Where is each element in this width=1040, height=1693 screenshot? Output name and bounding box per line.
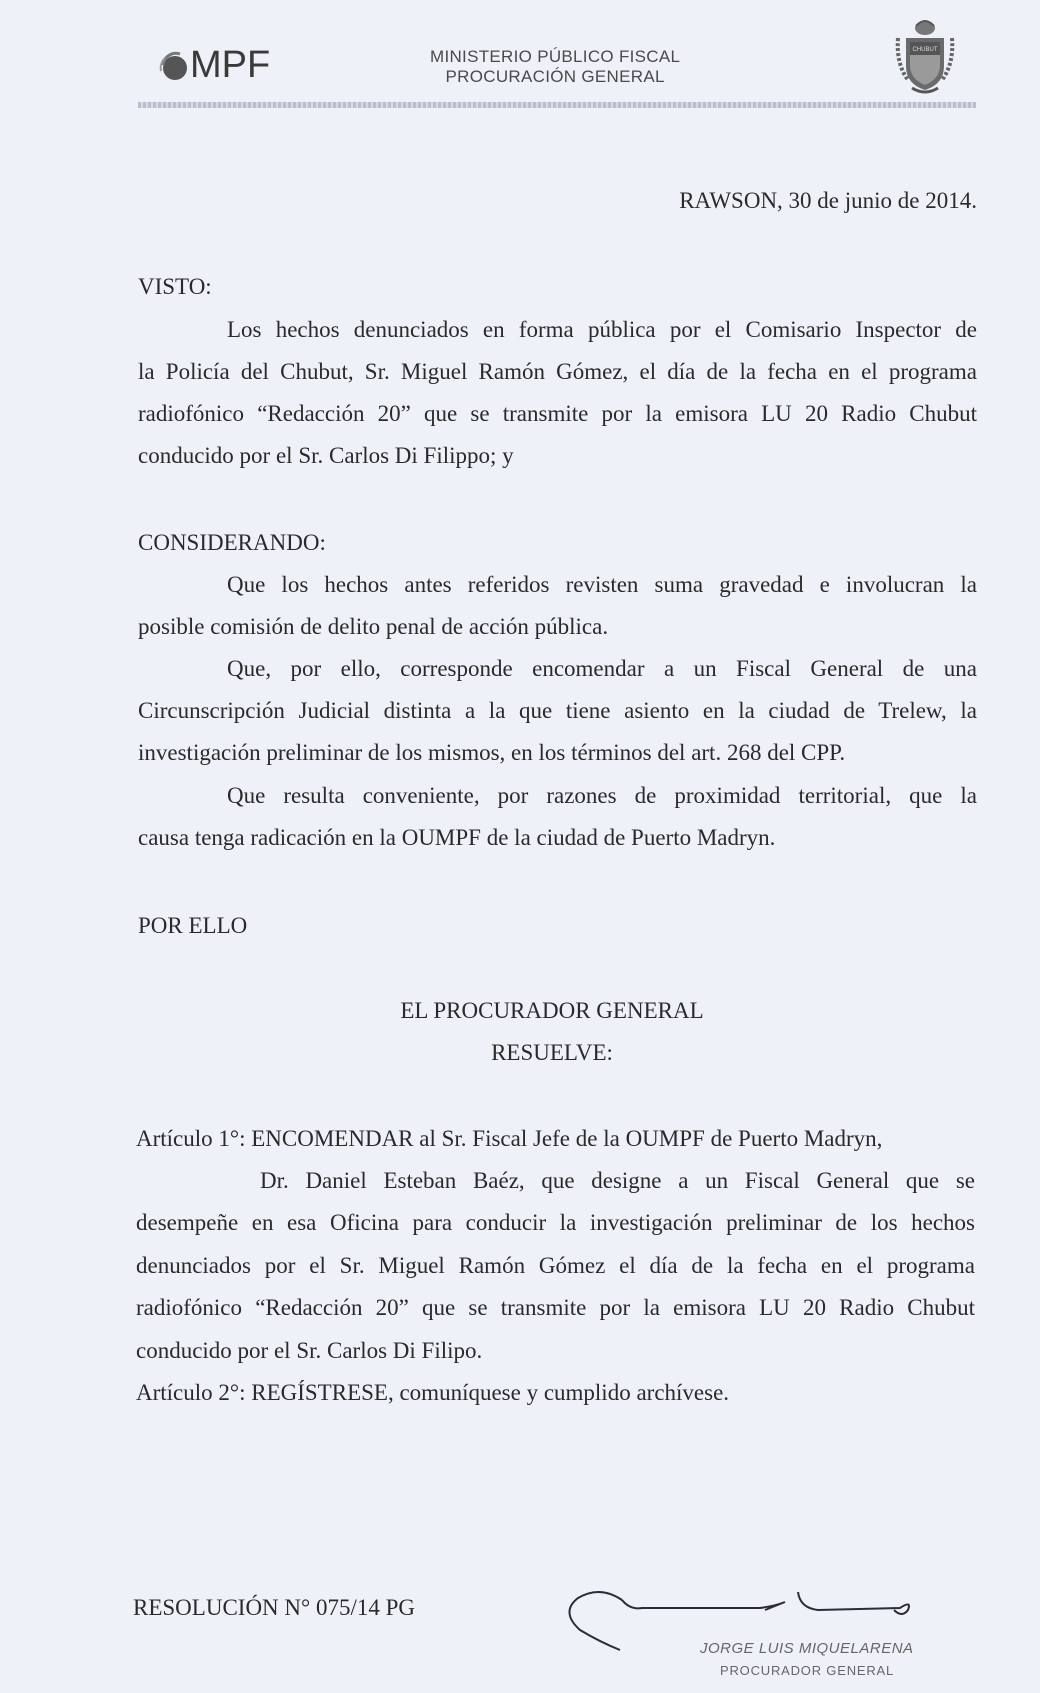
considerando-line: Que los hechos antes referidos revisten suma gravedad e involucran la	[227, 572, 977, 597]
articulo-1-line: Dr. Daniel Esteban Baéz, que designe a un Fiscal General que se	[260, 1168, 975, 1193]
considerando-heading: CONSIDERANDO:	[138, 530, 326, 555]
org-line-2: PROCURACIÓN GENERAL	[445, 67, 665, 86]
considerando-line: Que resulta conveniente, por razones de proximidad territorial, que la	[227, 783, 977, 808]
por-ello-heading: POR ELLO	[138, 913, 248, 938]
articulo-1-line: denunciados por el Sr. Miguel Ramón Gómez el día de la fecha en el programa	[136, 1253, 975, 1278]
articulo-2-line: Artículo 2°: REGÍSTRESE, comuníquese y cumplido archívese.	[136, 1380, 730, 1405]
document-date: RAWSON, 30 de junio de 2014.	[679, 188, 977, 213]
seal-label: CHUBUT	[912, 47, 938, 53]
considerando-line: posible comisión de delito penal de acción pública.	[138, 614, 609, 639]
mpf-logo	[158, 44, 270, 87]
visto-line: Los hechos denunciados en forma pública por el Comisario Inspector de	[227, 317, 977, 342]
visto-line: la Policía del Chubut, Sr. Miguel Ramón Gómez, el día de la fecha en el programa	[138, 359, 977, 384]
logo-text: MPF	[190, 44, 271, 86]
articulo-1-line: conducido por el Sr. Carlos Di Filipo.	[136, 1338, 483, 1363]
articulo-1-line: desempeñe en esa Oficina para conducir la investigación preliminar de los hechos	[136, 1210, 975, 1235]
considerando-line: Circunscripción Judicial distinta a la que tiene asiento en la ciudad de Trelew, la	[138, 698, 977, 723]
articulo-1-line: radiofónico “Redacción 20” que se transmite por la emisora LU 20 Radio Chubut	[136, 1295, 975, 1320]
articulo-1-line: Artículo 1°: ENCOMENDAR al Sr. Fiscal Jefe de la OUMPF de Puerto Madryn,	[136, 1126, 883, 1151]
authority-title: EL PROCURADOR GENERAL	[400, 998, 704, 1023]
visto-line: conducido por el Sr. Carlos Di Filippo; y	[138, 443, 514, 468]
mpf-logo-mark-icon	[158, 49, 188, 83]
signer-name: JORGE LUIS MIQUELARENA	[700, 1640, 914, 1657]
considerando-line: causa tenga radicación en la OUMPF de la ciudad de Puerto Madryn.	[138, 825, 776, 850]
org-line-1: MINISTERIO PÚBLICO FISCAL	[430, 47, 681, 66]
resuelve-heading: RESUELVE:	[491, 1040, 613, 1065]
chubut-coat-of-arms-icon	[894, 18, 956, 96]
considerando-line: investigación preliminar de los mismos, en los términos del art. 268 del CPP.	[138, 740, 846, 765]
signer-role: PROCURADOR GENERAL	[720, 1663, 895, 1678]
visto-line: radiofónico “Redacción 20” que se transmite por la emisora LU 20 Radio Chubut	[138, 401, 977, 426]
resolution-number: RESOLUCIÓN N° 075/14 PG	[133, 1595, 416, 1620]
organization-name	[430, 47, 680, 87]
header-divider	[138, 102, 976, 108]
considerando-line: Que, por ello, corresponde encomendar a un Fiscal General de una	[227, 656, 977, 681]
visto-heading: VISTO:	[138, 274, 212, 299]
